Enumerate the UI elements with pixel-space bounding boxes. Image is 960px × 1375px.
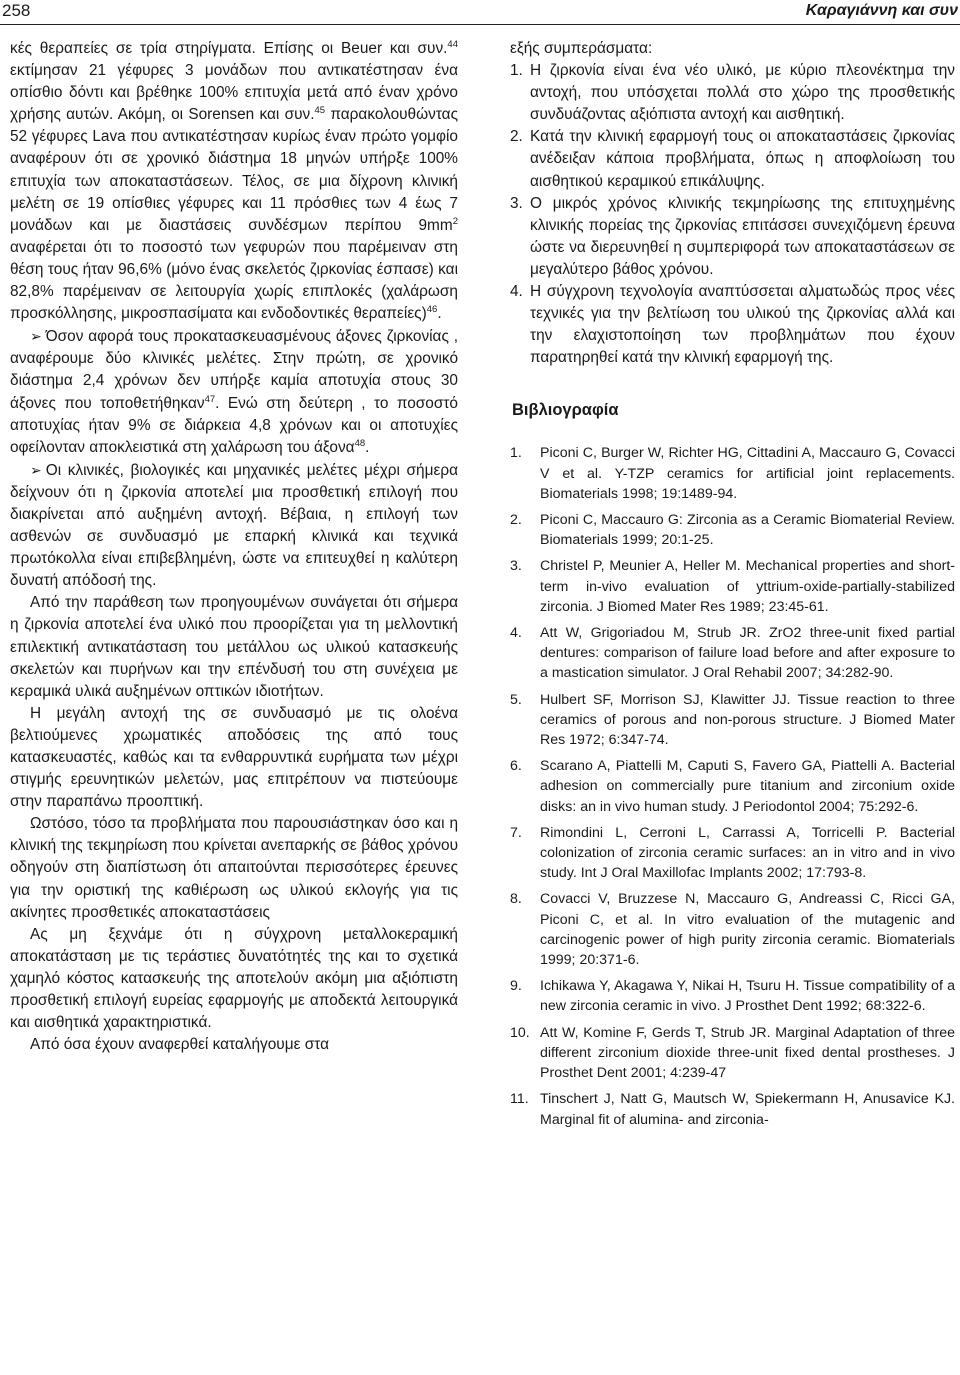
conclusion-item: 4. Η σύγχρονη τεχνολογία αναπτύσσεται αλματωδώς προς νέες τεχνικές για την βελτίωση του υλικού της ζιρκονίας αλλά και την ελαχιστοποίηση των προβλημάτων που έχουν παρατηρηθεί κατά την κλινική εφαρμογή της. [510,283,955,367]
conclusion-item: 3. Ο μικρός χρόνος κλινικής τεκμηρίωσης της επιτυχημένης κλινικής πορείας της ζιρκονίας επιτάσσει συνεχιζόμενη έρευνα ώστε να διερευνηθεί η συμπεριφορά των αποκαταστάσεων σε μεγαλύτερο βάθος χρόνου. [510,194,955,278]
reference-item: 5. Hulbert SF, Morrison SJ, Klawitter JJ. Tissue reaction to three ceramics of porous and non-porous structure. J Biomed Mater Res 1972; 6:347-74. [510,691,955,749]
citation: 47 [204,393,216,405]
reference-item: 6. Scarano A, Piattelli M, Caputi S, Favero GA, Piattelli A. Bacterial adhesion on commercially pure titanium and zirconium oxide disks: an in vivo human study. J Periodontol 2004; 75:292-6. [510,758,955,815]
reference-list [510,443,955,1129]
bibliography-heading: Βιβλιογραφία [512,401,619,420]
paragraph-limitations: Ωστόσο, τόσο τα προβλήματα που παρουσιάστηκαν όσο και η κλινική της τεκμηρίωση που κρίνεται ανεπαρκής σε βάθος χρόνου οδηγούν στη διαπίστωση ότι απαιτούνται περισσότερες έρευνες για την οριστική της καθιέρωση ως υλικού εκλογής για τις ακίνητες προσθετικές αποκαταστάσεις [10,815,458,921]
reference-item: 8. Covacci V, Bruzzese N, Maccauro G, Andreassi C, Ricci GA, Piconi C, et al. In vitro evaluation of the mutagenic and carcinogenic power of high purity zirconia ceramic. Biomaterials 1999; 20:371-6. [510,891,955,969]
superscript: 2 [452,215,458,227]
citation: 46 [426,304,438,316]
paragraph-conclusion-lead: Από όσα έχουν αναφερθεί καταλήγουμε στα [30,1036,329,1054]
arrow-bullet-icon: ➢ [30,461,42,478]
reference-item: 1. Piconi C, Burger W, Richter HG, Cittadini A, Maccauro G, Covacci V et al. Y-TZP ceramics for artificial joint replacements. Biomaterials 1998; 19:1489-94. [510,445,955,502]
running-head: Καραγιάννη και συν [805,2,958,19]
paragraph-zirconia-posts: ➢ Όσον αφορά τους προκατασκευασμένους άξονες ζιρκονίας , αναφέρουμε δύο κλινικές μελέτες. Στην πρώτη, σε χρονικό διάστημα 2,4 χρόνων δεν υπήρξε καμία αποτυχία στους 30 άξονες που τοποθετήθηκαν$^{47}$. Ενώ στη δεύτερη , το ποσοστό αποτυχίας ήταν 9% σε διάρκεια 4,8 χρόνων και οι αποτυχίες οφείλονταν αποκλειστικά στη χαλάρωση του άξονα$^{48}$. [10,328,458,456]
citation: 44 [447,39,458,50]
conclusion-item: 2. Κατά την κλινική εφαρμογή τους οι αποκαταστάσεις ζιρκονίας ανέδειξαν κάποια προβλήματα, όπως η αποφλοίωση του αισθητικού κεραμικού επικάλυψης. [510,128,955,190]
paragraph-strength: Η μεγάλη αντοχή της σε συνδυασμό με τις ολοένα βελτιούμενες χρωματικές αποδόσεις της από τους κατασκευαστές, καθώς και τα ενθαρρυντικά ευρήματα των μέχρι στιγμής ερευνητικών μελετών, μας επιτρέπουν να πιστεύουμε στην παραπάνω προοπτική. [10,704,458,811]
conclusions-list [510,60,955,369]
reference-item: 2. Piconi C, Maccauro G: Zirconia as a Ceramic Biomaterial Review. Biomaterials 1999; 20:1-25. [510,512,955,549]
page-header [0,0,960,25]
citation: 45 [314,105,326,117]
reference-item: 10. Att W, Komine F, Gerds T, Strub JR. Marginal Adaptation of three different zirconium dioxide three-unit fixed dental prostheses. J Prosthet Dent 2001; 4:239-47 [510,1024,955,1082]
reference-item: 3. Christel P, Meunier A, Heller M. Mechanical properties and short-term in-vivo evaluation of yttrium-oxide-partially-stabilized zirconia. J Biomed Mater Res 1989; 23:45-61. [510,558,955,615]
paragraph-clinical-studies: κές θεραπείες σε τρία στηρίγματα. Επίσης οι Beuer και συν.$^{44}$ εκτίμησαν 21 γέφυρες 3 μονάδων που αντικατέστησαν ένα οπίσθιο δόντι και βρέθηκε 100% επιτυχία μετά από έναν χρόνο χρήσης αυτών. Ακόμη, οι Sorensen και συν.$^{45}$ παρακολουθώντας 52 γέφυρες Lava που αντικατέστησαν κυρίως έναν πρώτο γομφίο αναφέρουν ότι σε χρονικό διάστημα 18 μηνών υπήρξε 100% επιτυχία των αποκαταστάσεων. Τέλος, σε μια δίχρονη κλινική μελέτη σε 19 οπίσθιες γέφυρες και 11 πρόσθιες των 4 έως 7 μονάδων και με διαστάσεις συνδέσμων περίπου $9mm^2$ αναφέρεται ότι το ποσοστό των γεφυρών που παρέμειναν στη θέση τους ήταν 96,6% (μόνο ένας σκελετός ζιρκονίας έσπασε) και 82,8% παρέμειναν σε λειτουργία χωρίς επιπλοκές (χαλάρωση προσκόλλησης, μικροσπασίματα και ενδοδοντικές θεραπείες)$^{46}$. [10,39,458,323]
paragraph-metal-ceramic: Ας μη ξεχνάμε ότι η σύγχρονη μεταλλοκεραμική αποκατάσταση με τις τεράστιες δυνατότητές της και το σχετικά χαμηλό κόστος κατασκευής της αποτελούν ακόμη μια αξιόπιστη προσθετική επιλογή ευρείας εφαρμογής με αποδεκτά λειτουργικά και αισθητικά χαρακτηριστικά. [10,925,458,1032]
page-number: 258 [2,1,31,20]
reference-item: 4. Att W, Grigoriadou M, Strub JR. ZrO2 three-unit fixed partial dentures: comparison of failure load before and after exposure to a mastication simulator. J Oral Rehabil 2007; 34:282-90. [510,625,955,682]
reference-item: 7. Rimondini L, Cerroni L, Carrassi A, Torricelli P. Bacterial colonization of zirconia ceramic surfaces: an in vitro and in vivo study. Int J Oral Maxillofac Implants 2002; 17:793-8. [510,824,955,882]
citation: 48 [354,437,366,449]
conclusions-intro: εξής συμπεράσματα: [510,40,653,57]
right-column [510,38,955,1136]
paragraph-studies-summary: ➢ Οι κλινικές, βιολογικές και μηχανικές μελέτες μέχρι σήμερα δείχνουν ότι η ζιρκονία αποτελεί μια προσθετική επιλογή που διακρίνεται από αυξημένη αντοχή. Βέβαια, η επιλογή των ασθενών σε συνδυασμό με επαρκή κλινικά και τεχνικά πρωτόκολλα είναι επιβεβλημένη, ώστε να επιτευχθεί η καλύτερη δυνατή απόδοσή της. [10,461,458,590]
reference-item: 11. Tinschert J, Natt G, Mautsch W, Spiekermann H, Anusavice KJ. Marginal fit of alumina- and zirconia- [510,1091,955,1128]
left-column [10,38,458,1056]
reference-item: 9. Ichikawa Y, Akagawa Y, Nikai H, Tsuru H. Tissue compatibility of a new zirconia ceramic in vivo. J Prosthet Dent 1992; 68:322-6. [510,978,955,1015]
paragraph-future-role: Από την παράθεση των προηγουμένων συνάγεται ότι σήμερα η ζιρκονία αποτελεί ένα υλικό που προορίζεται για τη μελλοντική επιλεκτική αντικατάσταση του μετάλλου ως υλικού κατασκευής σκελετών και πυρήνων και την επένδυσή του στη συνέχεια με κεραμικά υλικά αυξημένων οπτικών ιδιοτήτων. [10,594,458,700]
arrow-bullet-icon: ➢ [30,328,42,345]
conclusion-item: 1. Η ζιρκονία είναι ένα νέο υλικό, με κύριο πλεονέκτημα την αντοχή, που υπόσχεται πολλά στο χώρο της προσθετικής συνδυάζοντας αξιόπιστα αντοχή και αισθητική. [510,62,955,124]
